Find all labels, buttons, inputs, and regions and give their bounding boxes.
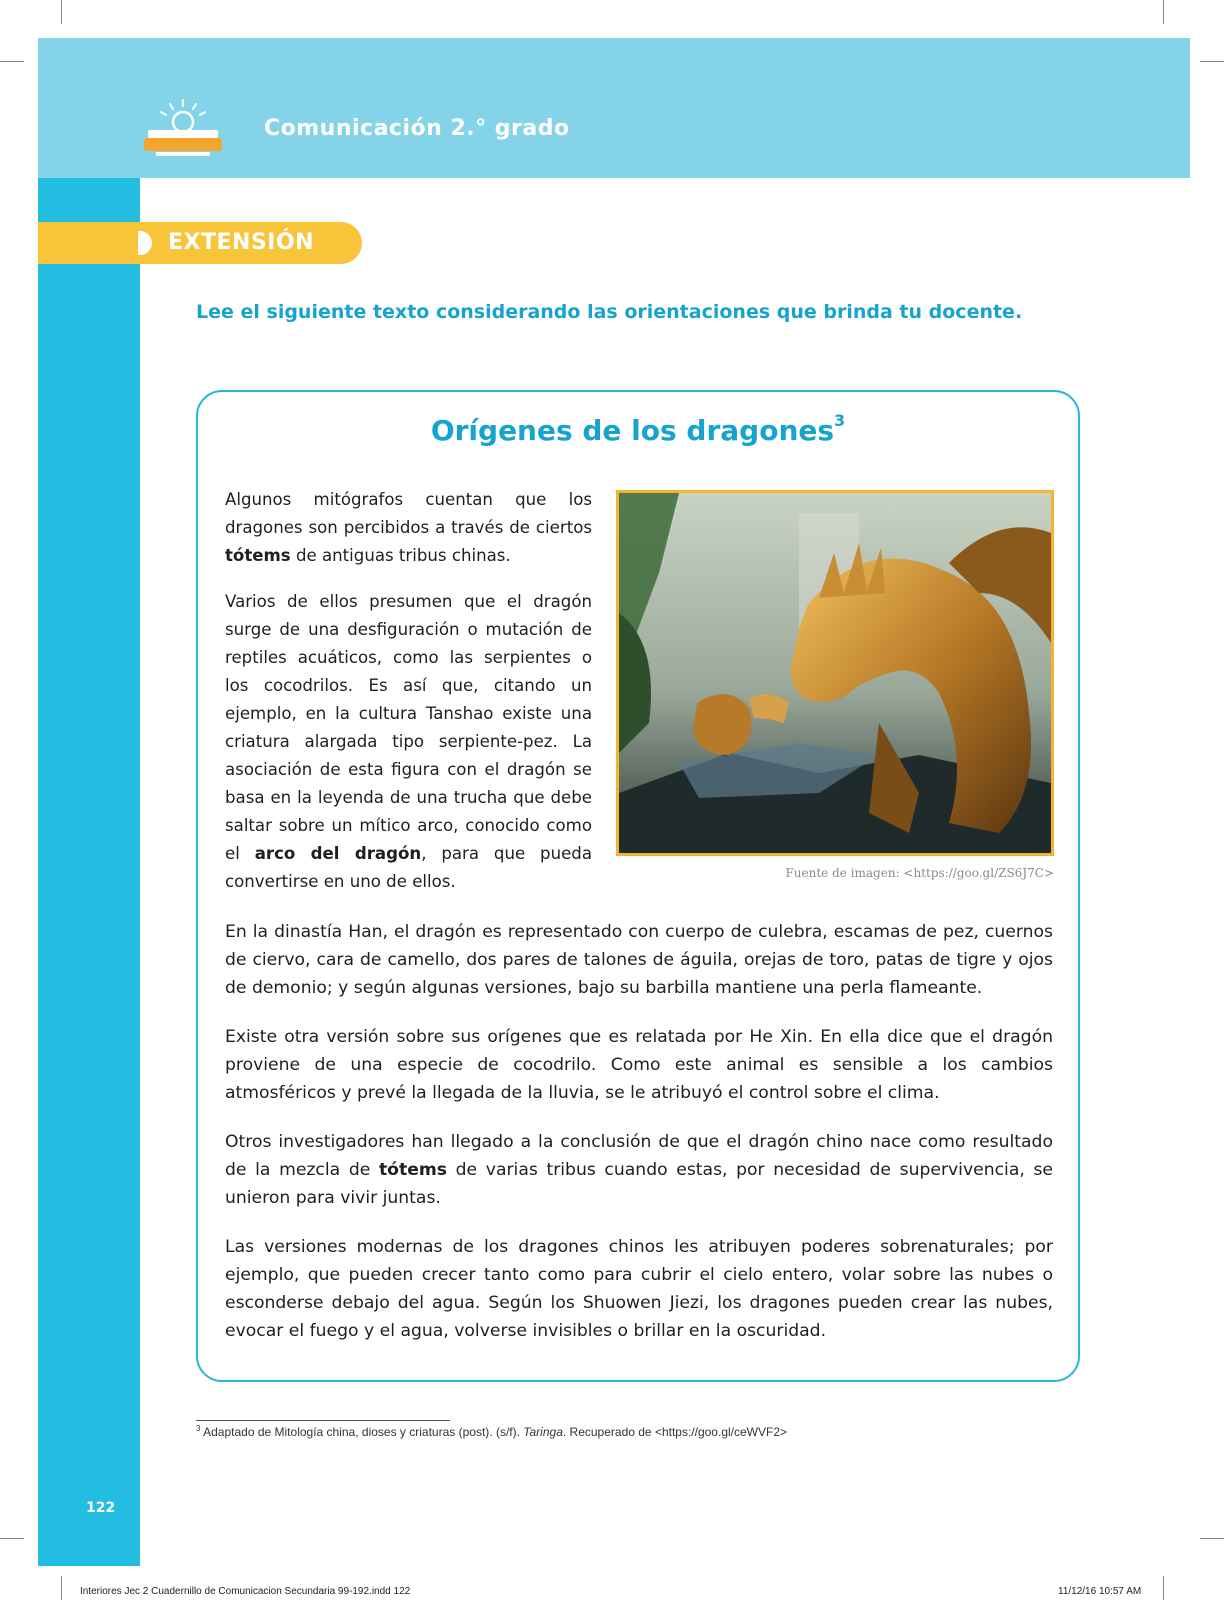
article-title: Orígenes de los dragones$^3$ <box>430 410 846 447</box>
instruction-text: Lee el siguiente texto considerando las orientaciones que brinda tu docente. <box>196 301 1023 323</box>
crop-mark <box>1163 1576 1164 1600</box>
image-caption: Fuente de imagen: <https://goo.gl/ZS6J7C> <box>785 866 1054 880</box>
crop-mark <box>1200 1538 1224 1539</box>
paragraph-3: En la dinastía Han, el dragón es representado con cuerpo de culebra, escamas de pez, cuernos de ciervo, cara de camello, dos pares de talones de águila, orejas de toro, patas de tigre y ojos de demonio; y según algunas versiones, bajo su barbilla mantiene una perla flameante. <box>225 922 1053 998</box>
paragraph-6: Las versiones modernas de los dragones chinos les atribuyen poderes sobrenaturales; por ejemplo, que pueden crecer tanto como para cubrir el cielo entero, volar sobre las nubes o esconderse debajo del agua. Según los Shuowen Jiezi, los dragones pueden crear las nubes, evocar el fuego y el agua, volverse invisibles o brillar en la oscuridad. <box>225 1237 1053 1341</box>
section-tab-label: EXTENSIÓN <box>168 230 315 255</box>
paragraph-5: Otros investigadores han llegado a la conclusión de que el dragón chino nace como resultado de la mezcla de tótems de varias tribus cuando estas, por necesidad de supervivencia, se unieron para vivir juntas. <box>225 1132 1053 1208</box>
print-slug-date: 11/12/16 10:57 AM <box>1058 1586 1142 1597</box>
jornada-completa-logo <box>140 96 226 160</box>
dragon-image <box>616 490 1054 856</box>
paragraph-1: Algunos mitógrafos cuentan que los dragones son percibidos a través de ciertos tótems de antiguas tribus chinas. <box>225 490 592 565</box>
crop-mark <box>0 1538 24 1539</box>
crop-mark <box>1200 61 1224 62</box>
footnote-ref: 3 <box>834 410 846 430</box>
crop-mark <box>61 0 62 24</box>
print-slug-file: Interiores Jec 2 Cuadernillo de Comunicacion Secundaria 99-192.indd 122 <box>80 1586 411 1597</box>
paragraph-2: Varios de ellos presumen que el dragón surge de una desfiguración o mutación de reptiles acuáticos, como las serpientes o los cocodrilos. Es así que, citando un ejemplo, en la cultura Tanshao existe una criatura alargada tipo serpiente-pez. La asociación de esta figura con el dragón se basa en la leyenda de una trucha que debe saltar sobre un mítico arco, conocido como el arco del dragón, para que pueda convertirse en uno de ellos. <box>225 592 592 891</box>
footnote-rule <box>196 1420 450 1421</box>
subject-title: Comunicación 2.° grado <box>264 116 570 141</box>
paragraph-4: Existe otra versión sobre sus orígenes que es relatada por He Xin. En ella dice que el dragón proviene de una especie de cocodrilo. Como este animal es sensible a los cambios atmosféricos y prevé la llegada de la lluvia, se le atribuyó el control sobre el clima. <box>225 1027 1053 1103</box>
footnote: $^3$ Adaptado de Mitología china, dioses y criaturas (post). (s/f). Taringa. Recuperado de <https://goo.gl/ceWVF2> <box>196 1424 788 1439</box>
page-number: 122 <box>86 1500 116 1516</box>
crop-mark <box>0 61 24 62</box>
side-bar <box>38 178 140 1566</box>
crop-mark <box>61 1576 62 1600</box>
crop-mark <box>1163 0 1164 24</box>
